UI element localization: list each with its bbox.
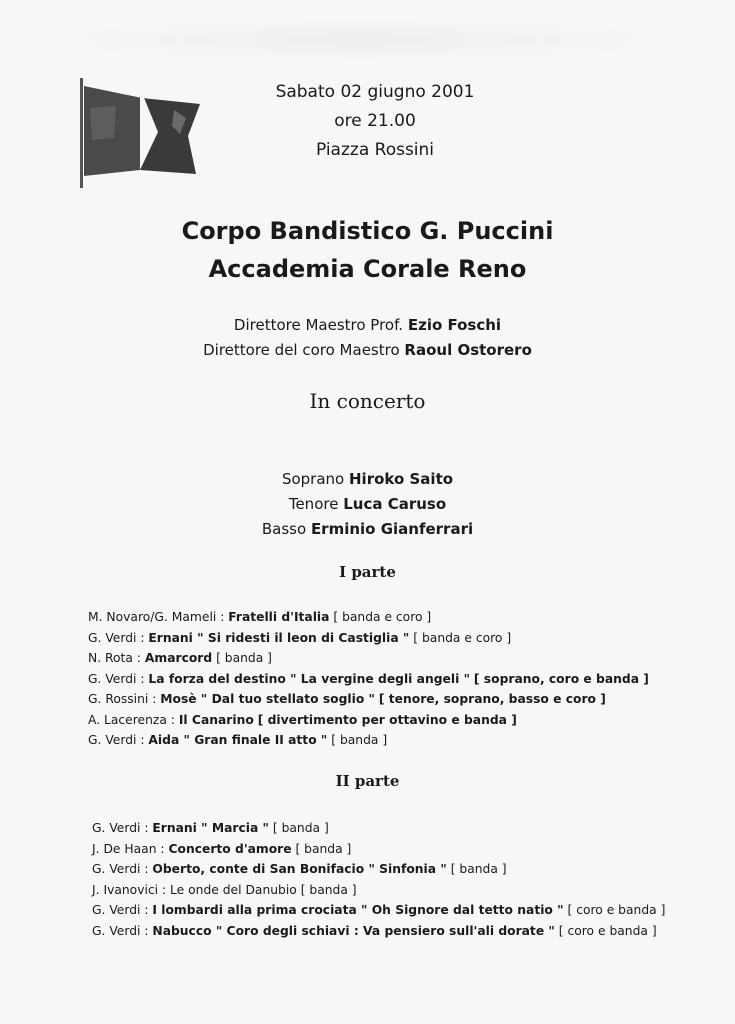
program-ensemble: [ coro e banda ] [558,923,657,938]
program-item [88,730,649,751]
program-item [92,880,665,901]
scan-smudge [30,20,690,60]
band-title: Corpo Bandistico G. Puccini [181,217,554,245]
soloist-name: Luca Caruso [343,495,447,513]
program-work: Le onde del Danubio [170,882,297,897]
part-one-title: I parte [339,563,396,581]
program-ensemble: [ banda e coro ] [413,630,512,645]
soloist-name: Hiroko Saito [349,470,454,488]
program-work: Nabucco " Coro degli schiavi : Va pensiero sull'ali dorate " [152,923,555,938]
event-time: ore 21.00 [334,111,416,131]
program-ensemble: [ banda ] [450,862,507,876]
soloist-role: Basso [261,520,307,538]
soloist-line [0,517,735,542]
program-item [92,859,665,880]
event-date: Sabato 02 giugno 2001 [275,82,475,102]
program-work: Amarcord [144,651,213,665]
program-work: Fratelli d'Italia [228,610,330,624]
program-work: Il Canarino [178,712,254,727]
program-ensemble: [ banda ] [216,651,272,665]
program-ensemble: [ banda e coro ] [333,610,432,624]
program-composer: A. Lacerenza : [88,712,175,727]
program-item [92,921,665,942]
program-work: Concerto d'amore [168,841,292,856]
program-work: Oberto, conte di San Bonifacio " Sinfonia " [152,862,447,876]
program-ensemble: [ tenore, soprano, basso e coro ] [378,692,606,706]
program-composer: M. Novaro/G. Mameli : [88,610,225,624]
soloist-role: Soprano [281,470,345,488]
directors-block [0,313,735,363]
soloists-block [0,467,735,542]
program-composer: J. De Haan : [92,841,165,856]
program-composer: G. Verdi : [92,903,149,917]
director-line [0,313,735,338]
program-ensemble: [ banda ] [272,821,329,835]
program-work: Mosè " Dal tuo stellato soglio " [160,692,375,706]
program-work: Ernani " Marcia " [152,821,269,835]
program-composer: G. Rossini : [88,692,157,706]
director-prefix: Direttore Maestro Prof. [233,316,404,334]
event-header [210,78,540,165]
program-ensemble: [ coro e banda ] [567,903,666,917]
program-ensemble: [ banda ] [331,733,388,747]
program-ensemble: [ divertimento per ottavino e banda ] [257,712,517,727]
event-location: Piazza Rossini [315,140,435,160]
program-item [88,607,649,628]
part-two-title: II parte [335,772,400,790]
program-ensemble: [ banda ] [300,882,357,897]
ensemble-titles [0,212,735,288]
program-item [92,839,665,860]
program-item [88,710,649,731]
band-logo-icon [76,78,202,190]
choir-title: Accademia Corale Reno [208,255,527,283]
soloist-role: Tenore [288,495,339,513]
program-work: Ernani " Si ridesti il leon di Castiglia " [148,630,410,645]
choir-director-name: Raoul Ostorero [404,341,532,359]
program-composer: J. Ivanovici : [92,882,167,897]
program-item [88,689,649,710]
program-work: I lombardi alla prima crociata " Oh Signore dal tetto natio " [152,903,564,917]
program-item [92,900,665,921]
program-work: Aida " Gran finale II atto " [148,733,328,747]
part-one-program [88,607,649,751]
soloist-line [0,467,735,492]
program-item [88,648,649,669]
director-name: Ezio Foschi [407,316,502,334]
program-ensemble: [ banda ] [295,841,352,856]
program-composer: G. Verdi : [92,862,149,876]
program-ensemble: [ soprano, coro e banda ] [473,671,649,686]
choir-director-prefix: Direttore del coro Maestro [203,341,400,359]
soloist-line [0,492,735,517]
program-composer: G. Verdi : [92,821,149,835]
program-item [88,669,649,690]
program-composer: G. Verdi : [92,923,149,938]
program-composer: N. Rota : [88,651,141,665]
concert-label: In concerto [309,389,426,413]
program-item [92,818,665,839]
program-item [88,628,649,649]
program-composer: G. Verdi : [88,671,145,686]
program-composer: G. Verdi : [88,733,145,747]
program-composer: G. Verdi : [88,630,145,645]
program-work: La forza del destino " La vergine degli angeli " [148,671,470,686]
soloist-name: Erminio Gianferrari [310,520,474,538]
part-two-program [92,818,665,941]
choir-director-line [0,338,735,363]
